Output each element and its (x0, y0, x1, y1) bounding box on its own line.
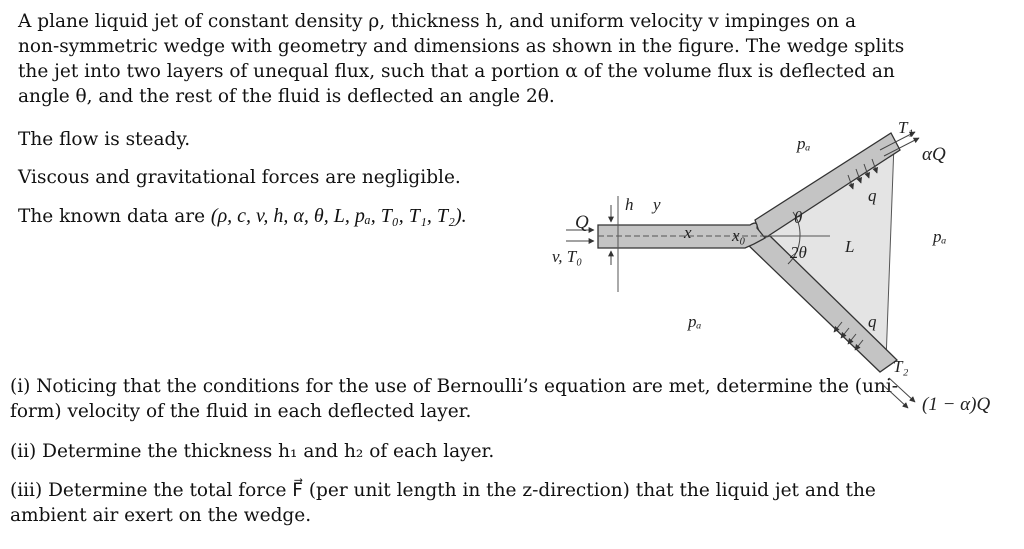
intro-line: A plane liquid jet of constant density ρ, thickness h, and uniform velocity v impinges on a (18, 11, 856, 32)
label-T2: T₂ (893, 357, 909, 376)
q1-line: (i) Noticing that the conditions for the use of Bernoulli’s equation are met, determine the (uni- (10, 376, 899, 397)
label-pa-bottom: pₐ (688, 312, 702, 331)
label-two-theta: 2θ (790, 243, 807, 262)
label-one-minus-alpha-Q: (1 − α)Q (922, 394, 991, 415)
known-prefix: The known data are (18, 206, 211, 227)
label-q-lower: q (868, 312, 877, 331)
label-q-upper: q (868, 186, 877, 205)
label-x: x (684, 223, 692, 242)
label-v-T0: v, T₀ (552, 247, 583, 266)
intro-line: the jet into two layers of unequal flux, such that a portion α of the volume flux is deflected an (18, 61, 895, 82)
label-h: h (625, 195, 634, 214)
label-pa-top: pₐ (797, 134, 811, 153)
label-y: y (653, 195, 661, 214)
label-T1: T₁ (898, 118, 914, 137)
label-alpha-Q: αQ (922, 144, 946, 165)
question-2: (ii) Determine the thickness h₁ and h₂ of each layer. (10, 441, 495, 462)
outflow-arrow (882, 384, 908, 408)
label-pa-right: pₐ (933, 227, 947, 246)
outflow-arrow (889, 378, 915, 402)
viscous-statement: Viscous and gravitational forces are negligible. (18, 167, 461, 188)
label-Q: Q (575, 212, 589, 233)
q1-line: form) velocity of the fluid in each deflected layer. (10, 401, 472, 422)
intro-line: angle θ, and the rest of the fluid is deflected an angle 2θ. (18, 86, 555, 107)
label-theta: θ (794, 208, 803, 227)
known-variables: (ρ, c, v, h, α, θ, L, pₐ, T₀, T₁, T₂). (210, 205, 467, 227)
label-x0: x₀ (732, 226, 746, 245)
intro-line: non-symmetric wedge with geometry and dimensions as shown in the figure. The wedge splits (18, 36, 905, 57)
q3-line: ambient air exert on the wedge. (10, 505, 312, 526)
label-L: L (845, 237, 855, 256)
steady-statement: The flow is steady. (18, 129, 191, 150)
q3-line: (iii) Determine the total force F⃗ (per unit length in the z-direction) that the liquid jet and the (10, 480, 876, 501)
